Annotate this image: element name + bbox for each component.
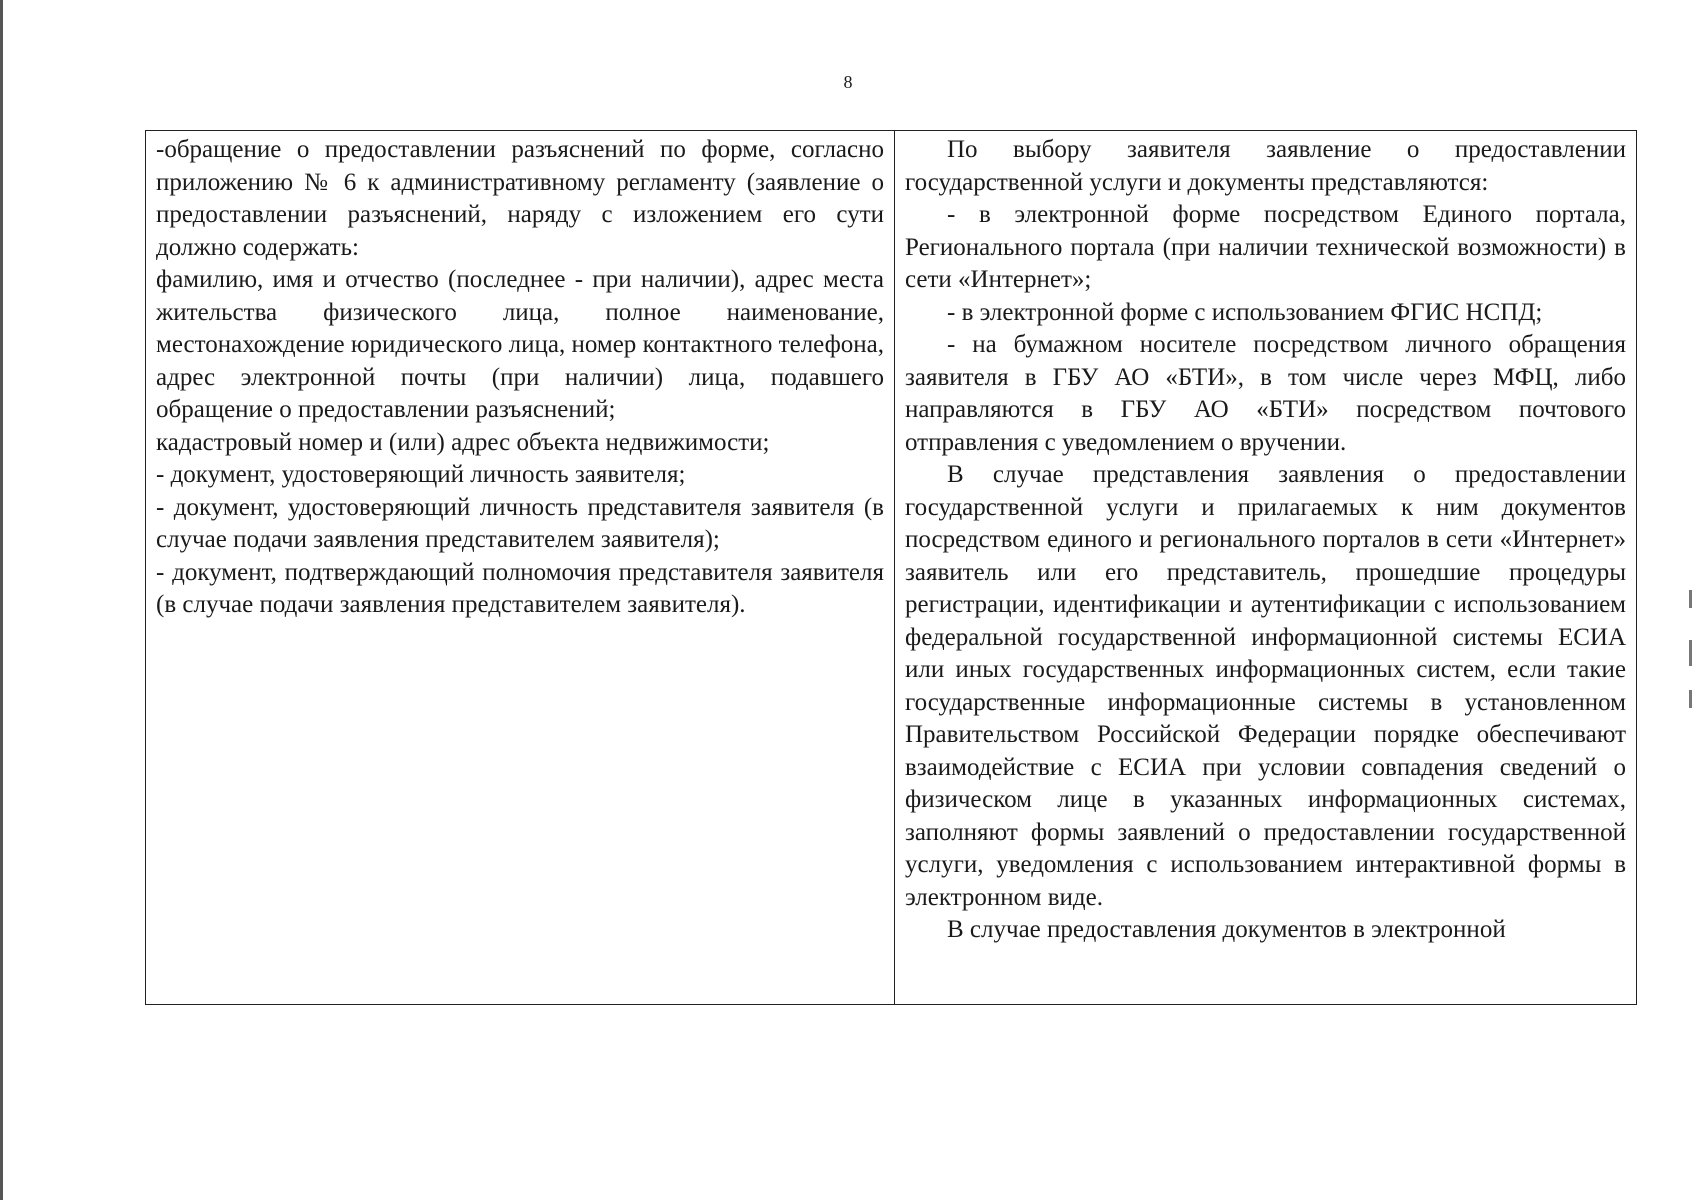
scan-mark [1689, 690, 1692, 708]
left-paragraph: - документ, подтверждающий полномочия представителя заявителя (в случае подачи заявления представителем заявителя). [156, 558, 884, 618]
document-table [145, 130, 1637, 1005]
right-paragraph: - в электронной форме посредством Единого портала, Регионального портала (при наличии технической возможности) в сети «Интернет»; [905, 201, 1626, 293]
left-paragraph: кадастровый номер и (или) адрес объекта недвижимости; [156, 428, 770, 456]
right-paragraph: - в электронной форме с использованием ФГИС НСПД; [947, 298, 1543, 326]
right-column [895, 131, 1636, 1004]
right-paragraph: В случае представления заявления о предоставлении государственной услуги и прилагаемых к ним документов посредством единого и регионального порталов в сети «Интернет» заявитель или его представитель, прошедшие процедуры регистрации, идентификации и аутентификации с использованием федеральной государственной информационной системы ЕСИА или иных государственных информационных систем, если такие государственные информационные системы в установленном Правительством Российской Федерации порядке обеспечивают взаимодействие с ЕСИА при условии совпадения сведений о физическом лице в указанных информационных системах, заполняют формы заявлений о предоставлении государственной услуги, уведомления с использованием интерактивной формы в электронном виде. [905, 461, 1626, 911]
left-paragraph: -обращение о предоставлении разъяснений по форме, согласно приложению № 6 к административному регламенту (заявление о предоставлении разъяснений, наряду с изложением его сути должно содержать: [156, 136, 884, 261]
left-paragraph: - документ, удостоверяющий личность представителя заявителя (в случае подачи заявления представителем заявителя); [156, 493, 884, 553]
scan-mark [1689, 590, 1692, 608]
right-paragraph: - на бумажном носителе посредством личного обращения заявителя в ГБУ АО «БТИ», в том числе через МФЦ, либо направляются в ГБУ АО «БТИ» посредством почтового отправления с уведомлением о вручении. [905, 331, 1626, 456]
right-paragraph: По выбору заявителя заявление о предоставлении государственной услуги и документы представляются: [905, 136, 1626, 196]
page-number: 8 [843, 72, 853, 92]
left-paragraph: - документ, удостоверяющий личность заявителя; [156, 461, 686, 488]
left-paragraph: фамилию, имя и отчество (последнее - при наличии), адрес места жительства физического лица, полное наименование, местонахождение юридического лица, номер контактного телефона, адрес электронной почты (при наличии) лица, подавшего обращение о предоставлении разъяснений; [156, 266, 884, 423]
scan-mark [1689, 640, 1692, 666]
right-paragraph: В случае предоставления документов в электронной [947, 916, 1506, 943]
scan-edge [0, 0, 3, 1200]
left-column [146, 131, 895, 1004]
